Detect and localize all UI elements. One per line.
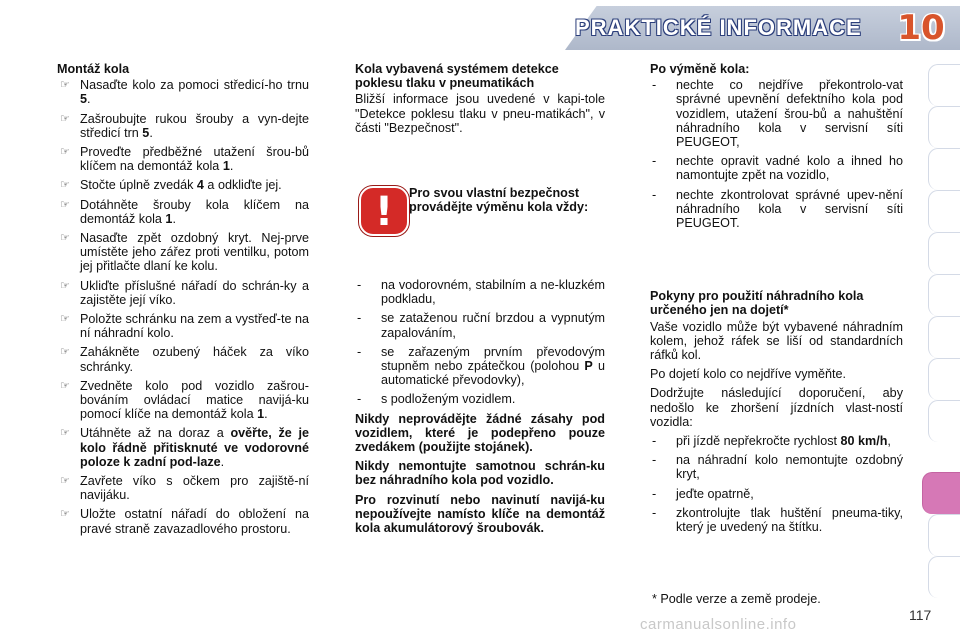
list-item: - se zataženou ruční brzdou a vypnutým zapalováním, (357, 311, 605, 340)
pointing-hand-icon: ☞ (60, 146, 70, 159)
dash-marker: - (652, 453, 657, 468)
list-item: ☞ Uložte ostatní nářadí do obložení na pravé straně zavazadlového prostoru. (60, 507, 309, 536)
pointing-hand-icon: ☞ (60, 313, 70, 326)
safety-warning (355, 180, 605, 250)
dash-marker: - (357, 311, 362, 326)
warning-icon: ! (359, 186, 409, 236)
column-wheel-mounting (57, 62, 309, 541)
list-item: ☞ Stočte úplně zvedák 4 a odkliďte jej. (60, 178, 282, 193)
paragraph: Bližší informace jsou uvedené v kapi-tole "Detekce poklesu tlaku v pneu-matikách", v části "Bezpečnost". (355, 92, 605, 135)
dash-marker: - (357, 344, 362, 359)
chapter-tab[interactable] (928, 400, 960, 442)
section-heading: Kola vybavená systémem detekce poklesu tlaku v pneumatikách (355, 62, 559, 91)
chapter-tab[interactable] (928, 106, 960, 148)
pointing-hand-icon: ☞ (60, 232, 70, 245)
list-item: - nechte co nejdříve překontrolo-vat správné upevnění defektního kola pod vozidlem, utažení šrou-bů a nahuštění náhradního kola v servisní síti PEUGEOT, (652, 78, 903, 150)
section-heading: Pokyny pro použití náhradního kola určeného jen na dojetí* (650, 289, 864, 318)
watermark: carmanualsonline.info (640, 616, 797, 633)
pointing-hand-icon: ☞ (60, 508, 70, 521)
list-item: ☞ Zahákněte ozubený háček za víko schránky. (60, 345, 309, 374)
paragraph: Po dojetí kolo co nejdříve vyměňte. (650, 367, 847, 382)
chapter-number-badge: 10 (897, 8, 945, 48)
list-item: - na náhradní kolo nemontujte ozdobný kryt, (652, 453, 903, 482)
page-number: 117 (909, 607, 932, 623)
dash-marker: - (652, 187, 657, 202)
list-item: ☞ Zavřete víko s očkem pro zajiště-ní navijáku. (60, 474, 309, 503)
pointing-hand-icon: ☞ (60, 279, 70, 292)
list-item: - na vodorovném, stabilním a ne-kluzkém podkladu, (357, 278, 605, 307)
chapter-tab[interactable] (928, 358, 960, 400)
warning-paragraph: Nikdy neprovádějte žádné zásahy pod vozidlem, které je podepřeno pouze zvedákem (použijte stojánek). (355, 411, 605, 455)
list-item: ☞ Dotáhněte šrouby kola klíčem na demontáž kola 1. (60, 197, 309, 226)
list-item: - se zařazeným prvním převodovým stupněm nebo zpátečkou (polohou P u automatické převodovky), (357, 344, 605, 388)
column-after-replacement (650, 62, 903, 539)
dash-marker: - (652, 78, 657, 93)
pointing-hand-icon: ☞ (60, 112, 70, 125)
chapter-tab[interactable] (928, 232, 960, 274)
pointing-hand-icon: ☞ (60, 346, 70, 359)
chapter-tab[interactable] (928, 64, 960, 106)
pointing-hand-icon: ☞ (60, 427, 70, 440)
dash-marker: - (652, 486, 657, 501)
chapter-tab-rail (928, 64, 960, 584)
list-item: - při jízdě nepřekročte rychlost 80 km/h, (652, 434, 891, 449)
warning-paragraph: Nikdy nemontujte samotnou schrán-ku bez náhradního kola pod vozidlo. (355, 459, 605, 488)
chapter-tab[interactable] (928, 274, 960, 316)
list-item: ☞ Proveďte předběžné utažení šrou-bů klíčem na demontáž kola 1. (60, 145, 309, 174)
dash-marker: - (357, 392, 362, 407)
paragraph: Dodržujte následující doporučení, aby nedošlo ke zhoršení jízdních vlast-ností vozidla: (650, 386, 903, 429)
paragraph: Vaše vozidlo může být vybavené náhradním kolem, jehož ráfek se liší od standardních ráfků kol. (650, 319, 903, 363)
warning-text: Pro svou vlastní bezpečnost provádějte výměnu kola vždy: (409, 186, 589, 215)
column-tpms-safety (355, 62, 605, 540)
dash-marker: - (652, 154, 657, 169)
pointing-hand-icon: ☞ (60, 79, 70, 92)
dash-marker: - (652, 434, 657, 449)
list-item: ☞ Zvedněte kolo pod vozidlo zašrou-bováním ovládací matice navijá-ku pomocí klíče na demontáž kola 1. (60, 378, 309, 422)
chapter-tab[interactable] (928, 514, 960, 556)
list-item: ☞ Utáhněte až na doraz a ověřte, že je kolo řádně přitisknuté ve vodorovné poloze k zadní pod-laze. (60, 426, 309, 469)
pointing-hand-icon: ☞ (60, 179, 70, 192)
chapter-tab[interactable] (928, 556, 960, 598)
pointing-hand-icon: ☞ (60, 379, 70, 392)
section-heading: Po výměně kola: (650, 62, 750, 76)
list-item: - s podloženým vozidlem. (357, 392, 516, 407)
footnote: * Podle verze a země prodeje. (652, 592, 821, 606)
list-item: ☞ Zašroubujte rukou šrouby a vyn-dejte středicí trn 5. (60, 111, 309, 140)
chapter-tab[interactable] (928, 316, 960, 358)
list-item: - zkontrolujte tlak huštění pneuma-tiky, který je uvedený na štítku. (652, 505, 903, 535)
chapter-tab[interactable] (928, 190, 960, 232)
list-item: - nechte zkontrolovat správné upev-nění náhradního kola v servisní síti PEUGEOT. (652, 187, 903, 231)
dash-marker: - (357, 278, 362, 293)
dash-marker: - (652, 505, 657, 520)
list-item: ☞ Položte schránku na zem a vystřeď-te na ní náhradní kolo. (60, 312, 309, 341)
list-item: ☞ Nasaďte kolo za pomoci středicí-ho trnu 5. (60, 78, 309, 107)
list-item: ☞ Nasaďte zpět ozdobný kryt. Nej-prve umístěte jeho zářez proti ventilku, potom jej přitlačte dlaní ke kolu. (60, 231, 309, 274)
pointing-hand-icon: ☞ (60, 475, 70, 488)
mounting-steps-list (57, 78, 309, 536)
warning-paragraph: Pro rozvinutí nebo navinutí navijá-ku nepoužívejte namísto klíče na demontáž kola akumulátorový šroubovák. (355, 492, 605, 536)
section-heading: Montáž kola (57, 62, 130, 76)
chapter-tab-active[interactable] (922, 472, 960, 514)
page-title: PRAKTICKÉ INFORMACE (575, 15, 862, 40)
list-item: - jeďte opatrně, (652, 486, 754, 501)
pointing-hand-icon: ☞ (60, 198, 70, 211)
list-item: ☞ Ukliďte příslušné nářadí do schrán-ky a zajistěte její víko. (60, 278, 309, 307)
chapter-tab[interactable] (928, 148, 960, 190)
list-item: - nechte opravit vadné kolo a ihned ho namontujte zpět na vozidlo, (652, 154, 903, 183)
